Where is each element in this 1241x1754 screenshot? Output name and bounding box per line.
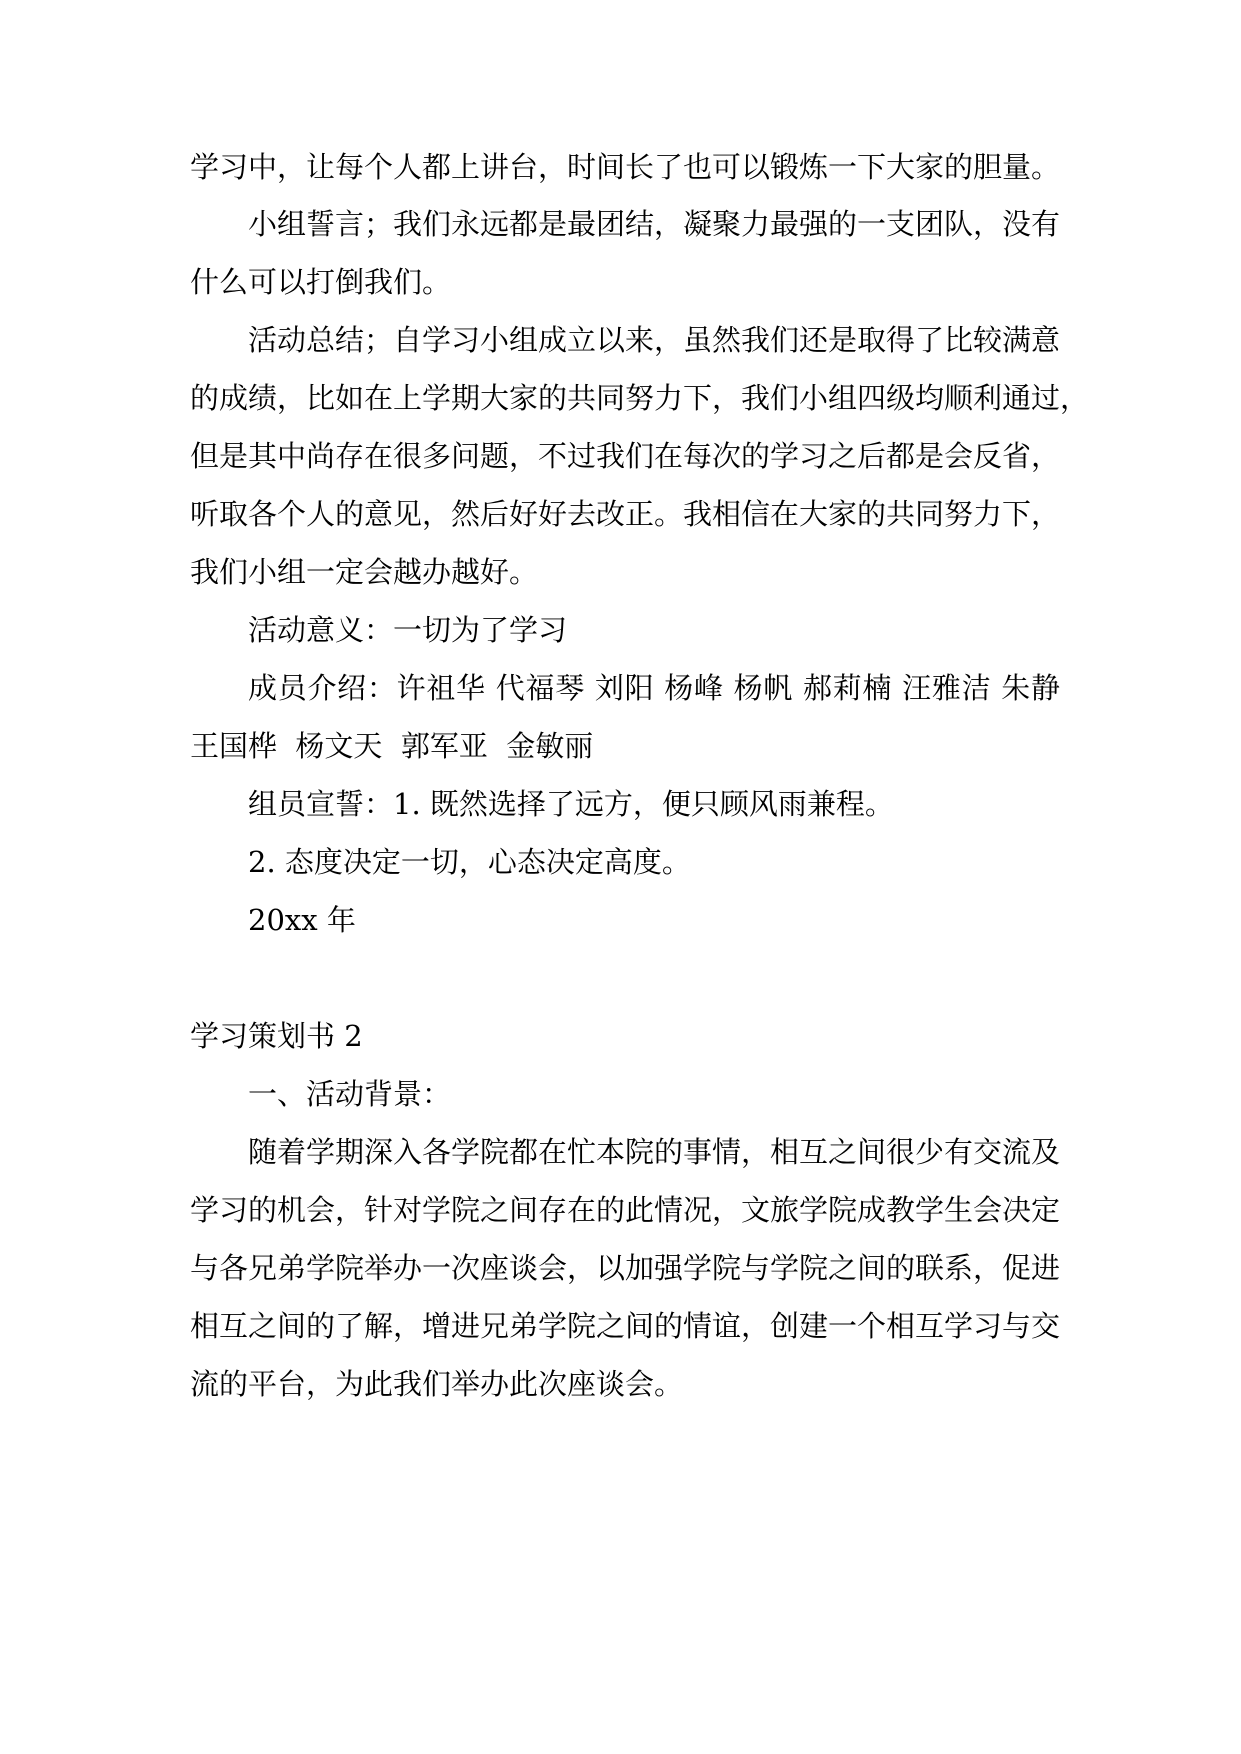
paragraph-line: 2. 态度决定一切，心态决定高度。 xyxy=(248,845,691,879)
paragraph-line: 听取各个人的意见，然后好好去改正。我相信在大家的共同努力下， xyxy=(190,497,1061,531)
paragraph-line: 成员介绍：许祖华 代福琴 刘阳 杨峰 杨帆 郝莉楠 汪雅洁 朱静 xyxy=(248,671,1060,705)
paragraph-line: 活动意义：一切为了学习 xyxy=(248,613,568,647)
paragraph-line: 组员宣誓：1. 既然选择了远方，便只顾风雨兼程。 xyxy=(248,787,894,821)
paragraph-line: 活动总结；自学习小组成立以来，虽然我们还是取得了比较满意 xyxy=(248,323,1061,357)
paragraph-line: 学习中，让每个人都上讲台，时间长了也可以锻炼一下大家的胆量。 xyxy=(190,150,1061,184)
paragraph-line: 但是其中尚存在很多问题，不过我们在每次的学习之后都是会反省， xyxy=(190,439,1061,473)
paragraph-line: 小组誓言；我们永远都是最团结，凝聚力最强的一支团队，没有 xyxy=(248,207,1061,241)
section-heading: 一、活动背景： xyxy=(248,1077,452,1111)
paragraph-line: 我们小组一定会越办越好。 xyxy=(190,555,539,589)
paragraph-line: 学习的机会，针对学院之间存在的此情况，文旅学院成教学生会决定 xyxy=(190,1193,1061,1227)
paragraph-line: 什么可以打倒我们。 xyxy=(190,265,452,299)
paragraph-line: 相互之间的了解，增进兄弟学院之间的情谊，创建一个相互学习与交 xyxy=(190,1309,1061,1343)
paragraph-line: 流的平台，为此我们举办此次座谈会。 xyxy=(190,1367,684,1401)
paragraph-line: 王国桦 杨文天 郭军亚 金敏丽 xyxy=(190,729,594,763)
paragraph-line: 随着学期深入各学院都在忙本院的事情，相互之间很少有交流及 xyxy=(248,1135,1061,1169)
section-title: 学习策划书 2 xyxy=(190,1019,363,1053)
paragraph-line: 的成绩，比如在上学期大家的共同努力下，我们小组四级均顺利通过， xyxy=(190,381,1090,415)
date-line: 20xx 年 xyxy=(248,903,356,937)
paragraph-line: 与各兄弟学院举办一次座谈会，以加强学院与学院之间的联系，促进 xyxy=(190,1251,1061,1285)
